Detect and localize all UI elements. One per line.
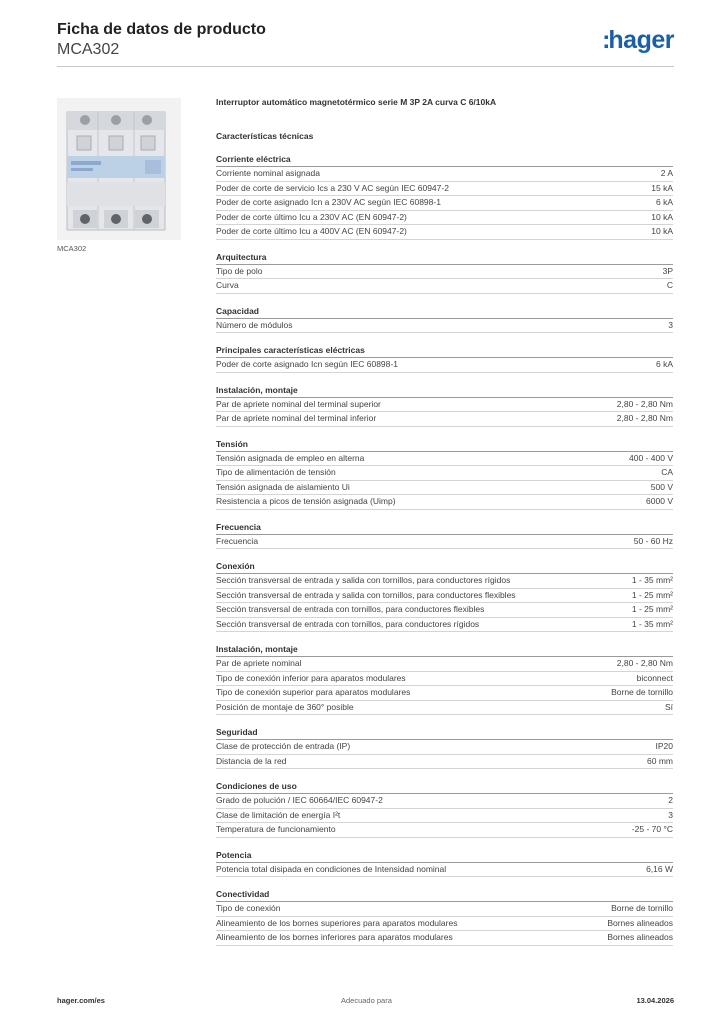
- spec-label: Potencia total disipada en condiciones de Intensidad nominal: [216, 863, 447, 874]
- section-title: Potencia: [216, 849, 673, 863]
- spec-row: [216, 657, 673, 672]
- product-description: Interruptor automático magnetotérmico serie M 3P 2A curva C 6/10kA: [216, 97, 497, 107]
- spec-value: 2: [668, 795, 673, 805]
- spec-label: Tipo de conexión inferior para aparatos modulares: [216, 672, 406, 683]
- spec-row: [216, 917, 673, 932]
- section-title: Instalación, montaje: [216, 384, 673, 398]
- spec-row: [216, 211, 673, 226]
- spec-label: Número de módulos: [216, 319, 293, 330]
- spec-value: Borne de tornillo: [611, 687, 673, 697]
- spec-row: [216, 225, 673, 240]
- page-header: [57, 20, 674, 60]
- product-image: [57, 98, 181, 240]
- spec-section: [216, 560, 673, 632]
- spec-row: [216, 265, 673, 280]
- spec-value: IP20: [655, 741, 673, 751]
- spec-row: [216, 809, 673, 824]
- spec-row: [216, 481, 673, 496]
- spec-row: [216, 495, 673, 510]
- spec-section: [216, 153, 673, 240]
- spec-section: [216, 521, 673, 550]
- spec-label: Poder de corte último Icu a 230V AC (EN 60947-2): [216, 211, 407, 222]
- spec-label: Grado de polución / IEC 60664/IEC 60947-2: [216, 795, 383, 805]
- spec-value: 1 - 35 mm²: [631, 575, 673, 585]
- hager-logo: :hager: [602, 26, 674, 54]
- spec-sections: [216, 153, 673, 946]
- spec-row: [216, 466, 673, 481]
- spec-section: [216, 849, 673, 878]
- section-title: Tensión: [216, 438, 673, 452]
- spec-row: [216, 319, 673, 334]
- spec-value: 2,80 - 2,80 Nm: [616, 658, 673, 668]
- spec-value: 6 kA: [655, 197, 673, 207]
- spec-value: 15 kA: [651, 182, 673, 193]
- spec-row: [216, 701, 673, 716]
- spec-label: Poder de corte último Icu a 400V AC (EN 60947-2): [216, 226, 407, 236]
- spec-value: 50 - 60 Hz: [633, 535, 673, 546]
- product-code: MCA302: [57, 41, 120, 58]
- spec-section: [216, 888, 673, 946]
- spec-label: Tensión asignada de aislamiento Ui: [216, 481, 350, 492]
- spec-row: [216, 863, 673, 878]
- spec-label: Sección transversal de entrada y salida con tornillos, para conductores flexibles: [216, 589, 516, 600]
- spec-row: [216, 740, 673, 755]
- spec-label: Corriente nominal asignada: [216, 168, 320, 178]
- spec-value: C: [666, 280, 673, 290]
- spec-section: [216, 780, 673, 838]
- spec-row: [216, 182, 673, 197]
- section-title: Capacidad: [216, 305, 673, 319]
- spec-value: 400 - 400 V: [629, 452, 673, 463]
- spec-row: [216, 902, 673, 917]
- spec-row: [216, 574, 673, 589]
- spec-label: Clase de limitación de energía I²t: [216, 809, 341, 820]
- spec-row: [216, 794, 673, 809]
- spec-label: Clase de protección de entrada (IP): [216, 741, 351, 751]
- spec-label: Alineamiento de los bornes inferiores para aparatos modulares: [216, 932, 453, 942]
- spec-label: Curva: [216, 280, 239, 290]
- spec-value: 3: [668, 809, 673, 820]
- spec-label: Resistencia a picos de tensión asignada (Uimp): [216, 496, 396, 506]
- spec-label: Posición de montaje de 360° posible: [216, 701, 354, 712]
- spec-value: Bornes alineados: [607, 917, 673, 928]
- spec-section: [216, 438, 673, 510]
- spec-label: Distancia de la red: [216, 755, 287, 766]
- spec-row: [216, 931, 673, 946]
- spec-row: [216, 196, 673, 211]
- spec-value: Sí: [664, 701, 673, 712]
- spec-row: [216, 452, 673, 467]
- spec-row: [216, 755, 673, 770]
- spec-section: [216, 344, 673, 373]
- spec-label: Sección transversal de entrada y salida con tornillos, para conductores rígidos: [216, 575, 511, 585]
- spec-value: 2,80 - 2,80 Nm: [616, 413, 673, 423]
- spec-label: Poder de corte asignado Icn según IEC 60898-1: [216, 359, 398, 369]
- spec-row: [216, 412, 673, 427]
- spec-value: 6000 V: [646, 496, 673, 506]
- spec-value: 500 V: [650, 481, 673, 492]
- spec-row: [216, 686, 673, 701]
- section-title: Conexión: [216, 560, 673, 574]
- spec-value: 60 mm: [647, 755, 673, 766]
- spec-row: [216, 167, 673, 182]
- section-title: Arquitectura: [216, 251, 673, 265]
- spec-row: [216, 603, 673, 618]
- spec-sheet: [216, 96, 673, 946]
- spec-row: [216, 358, 673, 373]
- spec-label: Tipo de alimentación de tensión: [216, 467, 336, 477]
- spec-section: [216, 384, 673, 427]
- spec-label: Alineamiento de los bornes superiores para aparatos modulares: [216, 917, 458, 928]
- header-divider: [57, 66, 674, 67]
- footer-date: 13.04.2026: [636, 996, 674, 1005]
- spec-value: 1 - 35 mm²: [631, 618, 673, 629]
- spec-label: Par de apriete nominal del terminal inferior: [216, 413, 377, 423]
- spec-section: [216, 251, 673, 294]
- section-title: Conectividad: [216, 888, 673, 902]
- spec-label: Tipo de conexión superior para aparatos modulares: [216, 687, 411, 697]
- footer-center-text: Adecuado para: [341, 996, 392, 1005]
- spec-value: Borne de tornillo: [611, 903, 673, 913]
- spec-value: 10 kA: [651, 226, 673, 236]
- spec-value: 2,80 - 2,80 Nm: [616, 398, 673, 409]
- spec-row: [216, 672, 673, 687]
- spec-row: [216, 279, 673, 294]
- section-title: Seguridad: [216, 726, 673, 740]
- spec-label: Sección transversal de entrada con tornillos, para conductores flexibles: [216, 604, 485, 614]
- spec-label: Par de apriete nominal: [216, 658, 302, 668]
- spec-label: Tipo de conexión: [216, 903, 281, 913]
- spec-label: Temperatura de funcionamiento: [216, 824, 336, 834]
- spec-value: 1 - 25 mm²: [631, 589, 673, 600]
- spec-label: Frecuencia: [216, 535, 259, 546]
- section-title: Frecuencia: [216, 521, 673, 535]
- circuit-breaker-illustration: [57, 98, 181, 240]
- spec-value: 2 A: [660, 168, 673, 178]
- spec-section: [216, 643, 673, 715]
- spec-value: biconnect: [636, 672, 673, 683]
- spec-value: -25 - 70 °C: [631, 824, 673, 834]
- spec-value: 3: [668, 319, 673, 330]
- page-title: Ficha de datos de producto: [57, 21, 266, 38]
- spec-row: [216, 589, 673, 604]
- spec-value: Bornes alineados: [607, 932, 673, 942]
- section-title: Condiciones de uso: [216, 780, 673, 794]
- spec-value: 3P: [662, 265, 673, 276]
- spec-value: 1 - 25 mm²: [631, 604, 673, 614]
- spec-label: Tipo de polo: [216, 265, 263, 276]
- spec-section: [216, 305, 673, 334]
- spec-value: 6 kA: [655, 359, 673, 369]
- spec-section: [216, 726, 673, 769]
- spec-label: Par de apriete nominal del terminal superior: [216, 398, 381, 409]
- section-title: Principales características eléctricas: [216, 344, 673, 358]
- spec-label: Poder de corte de servicio Ics a 230 V AC según IEC 60947-2: [216, 182, 449, 193]
- image-caption: MCA302: [57, 244, 87, 253]
- spec-row: [216, 398, 673, 413]
- spec-row: [216, 823, 673, 838]
- spec-row: [216, 535, 673, 550]
- specs-heading: Características técnicas: [216, 131, 314, 141]
- spec-value: 10 kA: [651, 211, 673, 222]
- spec-value: CA: [661, 467, 673, 477]
- spec-label: Tensión asignada de empleo en alterna: [216, 452, 365, 463]
- footer-website: hager.com/es: [57, 996, 105, 1005]
- section-title: Corriente eléctrica: [216, 153, 673, 167]
- spec-row: [216, 618, 673, 633]
- spec-value: 6,16 W: [646, 863, 673, 874]
- section-title: Instalación, montaje: [216, 643, 673, 657]
- spec-label: Sección transversal de entrada con tornillos, para conductores rígidos: [216, 618, 480, 629]
- spec-label: Poder de corte asignado Icn a 230V AC según IEC 60898-1: [216, 197, 441, 207]
